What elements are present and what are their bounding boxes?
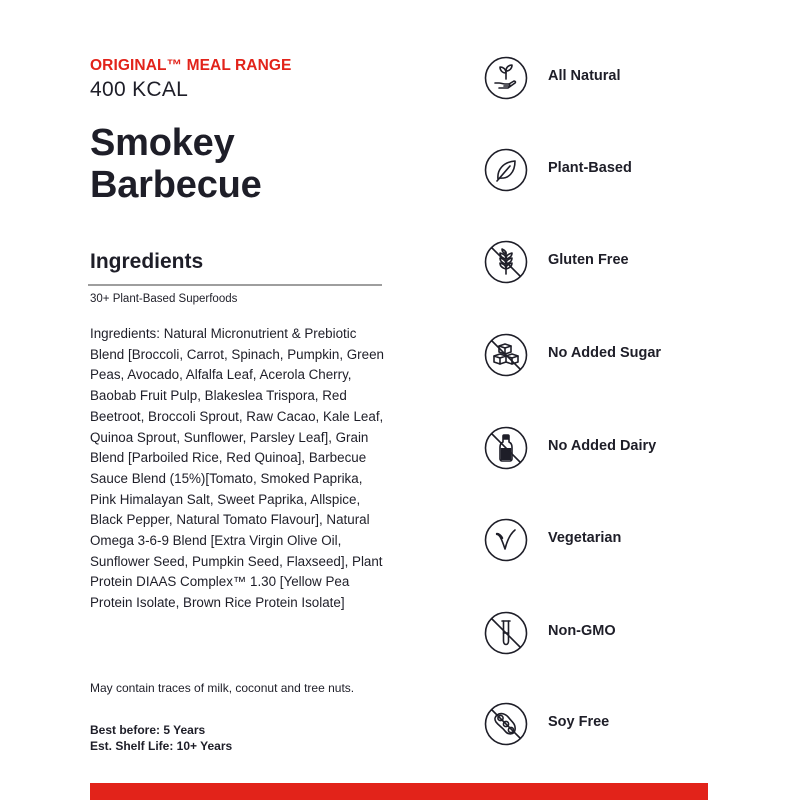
- feature-label: No Added Dairy: [548, 438, 657, 454]
- ingredients-heading: Ingredients: [90, 250, 204, 273]
- feature-label: All Natural: [548, 68, 621, 84]
- product-title-line2: Barbecue: [90, 164, 262, 206]
- feature-label: Soy Free: [548, 714, 610, 730]
- shelf-life: Est. Shelf Life: 10+ Years: [90, 739, 233, 753]
- feature-all-natural: [484, 56, 744, 106]
- feature-gluten-free: [484, 240, 744, 290]
- kcal-label: 400 KCAL: [90, 78, 189, 101]
- feature-no-added-sugar: [484, 333, 744, 383]
- product-header: [90, 56, 390, 206]
- no-milk-bottle-icon: [484, 426, 528, 470]
- meal-range-label: ORIGINAL™ MEAL RANGE: [90, 57, 292, 74]
- feature-label: Plant-Based: [548, 160, 632, 176]
- leaf-icon: [484, 148, 528, 192]
- no-sugar-cubes-icon: [484, 333, 528, 377]
- feature-plant-based: [484, 148, 744, 198]
- feature-vegetarian: [484, 518, 744, 568]
- allergen-note: May contain traces of milk, coconut and tree nuts.: [90, 681, 355, 695]
- best-before: Best before: 5 Years: [90, 723, 206, 737]
- no-soybean-icon: [484, 702, 528, 746]
- no-test-tube-icon: [484, 611, 528, 655]
- feature-label: No Added Sugar: [548, 345, 662, 361]
- product-title-line1: Smokey: [90, 122, 235, 164]
- ingredients-subheading: 30+ Plant-Based Superfoods: [90, 293, 238, 305]
- accent-bar: [90, 783, 708, 800]
- shelf-info: [90, 722, 232, 754]
- no-wheat-icon: [484, 240, 528, 284]
- feature-label: Vegetarian: [548, 530, 622, 546]
- feature-label: Non-GMO: [548, 623, 616, 639]
- feature-no-added-dairy: [484, 426, 744, 476]
- product-title: [90, 122, 390, 206]
- hand-sprout-icon: [484, 56, 528, 100]
- ingredients-divider: [88, 284, 382, 286]
- feature-soy-free: [484, 702, 744, 752]
- feature-non-gmo: [484, 611, 744, 661]
- vegetarian-v-icon: [484, 518, 528, 562]
- feature-label: Gluten Free: [548, 252, 629, 268]
- ingredients-text: Ingredients: Natural Micronutrient & Prebiotic Blend [Broccoli, Carrot, Spinach, Pumpkin, Green Peas, Avocado, Alfalfa Leaf, Acerola Cherry, Baobab Fruit Pulp, Blakeslea Trispora, Red Beetroot, Broccoli Sprout, Raw Cacao, Kale Leaf, Quinoa Sprout, Sunflower, Parsley Leaf], Grain Blend [Parboiled Rice, Red Quinoa], Barbecue Sauce Blend (15%)[Tomato, Smoked Paprika, Pink Himalayan Salt, Sweet Paprika, Allspice, Black Pepper, Natural Tomato Flavour], Natural Omega 3-6-9 Blend [Extra Virgin Olive Oil, Sunflower Seed, Pumpkin Seed, Flaxseed], Plant Protein DIAAS Complex™ 1.30 [Yellow Pea Protein Isolate, Brown Rice Protein Isolate]: [90, 326, 384, 611]
